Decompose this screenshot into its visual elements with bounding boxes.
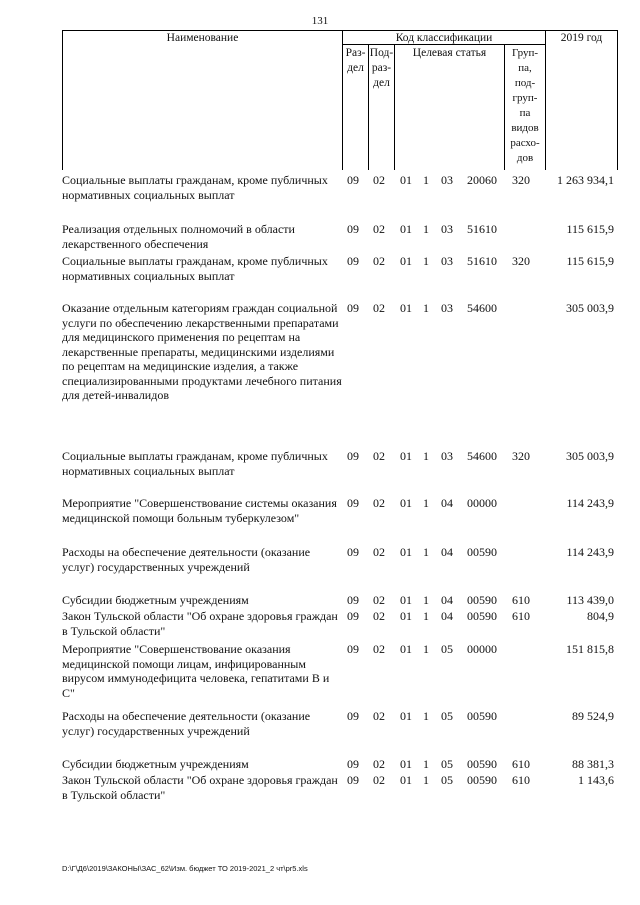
row-code-c2: 1 [423, 301, 429, 315]
row-name: Социальные выплаты гражданам, кроме публичных нормативных социальных выплат [62, 449, 328, 478]
row-code-c4: 20060 [467, 173, 497, 187]
row-code-vr: 320 [512, 173, 530, 187]
row-code-c1: 01 [400, 173, 412, 187]
row-amount: 115 615,9 [566, 254, 614, 268]
row-code-c1: 01 [400, 709, 412, 723]
row-code-rz: 09 [347, 593, 359, 607]
row-amount: 1 263 934,1 [557, 173, 614, 187]
row-code-c2: 1 [423, 609, 429, 623]
row-amount: 1 143,6 [578, 773, 614, 787]
row-code-pr: 02 [373, 449, 385, 463]
row-code-rz: 09 [347, 449, 359, 463]
header-name: Наименование [166, 32, 239, 44]
row-code-c2: 1 [423, 757, 429, 771]
row-code-rz: 09 [347, 545, 359, 559]
row-name: Реализация отдельных полномочий в области лекарственного обеспечения [62, 222, 295, 251]
row-code-vr: 610 [512, 593, 530, 607]
row-code-c1: 01 [400, 496, 412, 510]
row-code-c1: 01 [400, 609, 412, 623]
row-name: Мероприятие "Совершенствование системы оказания медицинской помощи больным туберкулезом" [62, 496, 337, 525]
row-code-c3: 03 [441, 254, 453, 268]
row-code-rz: 09 [347, 496, 359, 510]
row-code-c2: 1 [423, 773, 429, 787]
row-code-pr: 02 [373, 173, 385, 187]
row-name: Социальные выплаты гражданам, кроме публичных нормативных социальных выплат [62, 254, 328, 283]
row-name: Социальные выплаты гражданам, кроме публичных нормативных социальных выплат [62, 173, 328, 202]
row-code-c3: 04 [441, 609, 453, 623]
row-code-pr: 02 [373, 609, 385, 623]
row-code-rz: 09 [347, 773, 359, 787]
row-amount: 115 615,9 [566, 222, 614, 236]
header-year: 2019 год [560, 32, 603, 44]
row-amount: 804,9 [587, 609, 614, 623]
row-code-rz: 09 [347, 222, 359, 236]
row-name: Расходы на обеспечение деятельности (оказание услуг) государственных учреждений [62, 709, 311, 738]
row-code-c4: 00590 [467, 609, 497, 623]
row-code-c2: 1 [423, 449, 429, 463]
row-code-c1: 01 [400, 545, 412, 559]
row-code-rz: 09 [347, 254, 359, 268]
row-amount: 89 524,9 [572, 709, 614, 723]
row-code-c3: 03 [441, 173, 453, 187]
row-code-rz: 09 [347, 173, 359, 187]
row-code-pr: 02 [373, 254, 385, 268]
row-code-c4: 00590 [467, 593, 497, 607]
row-amount: 114 243,9 [566, 545, 614, 559]
header-code: Код классификации [395, 32, 493, 44]
row-code-c3: 05 [441, 709, 453, 723]
row-code-c1: 01 [400, 301, 412, 315]
row-amount: 114 243,9 [566, 496, 614, 510]
row-amount: 88 381,3 [572, 757, 614, 771]
row-name: Субсидии бюджетным учреждениям [62, 757, 249, 771]
row-code-pr: 02 [373, 496, 385, 510]
row-code-c3: 05 [441, 642, 453, 656]
row-code-c1: 01 [400, 449, 412, 463]
row-code-rz: 09 [347, 757, 359, 771]
row-code-c4: 00000 [467, 496, 497, 510]
row-code-pr: 02 [373, 709, 385, 723]
header-target: Целевая статья [412, 47, 487, 59]
row-code-vr: 610 [512, 773, 530, 787]
row-code-pr: 02 [373, 301, 385, 315]
row-code-vr: 320 [512, 449, 530, 463]
row-code-c4: 54600 [467, 449, 497, 463]
row-amount: 305 003,9 [566, 449, 614, 463]
header-podrazdel: Под- раз- дел [369, 47, 394, 89]
row-code-pr: 02 [373, 593, 385, 607]
row-code-c3: 04 [441, 593, 453, 607]
row-code-pr: 02 [373, 757, 385, 771]
row-code-rz: 09 [347, 642, 359, 656]
header-group: Груп- па, под- груп- па видов расхо- дов [510, 47, 540, 164]
row-code-c4: 54600 [467, 301, 497, 315]
header-razdel: Раз- дел [345, 47, 366, 74]
row-code-c4: 00590 [467, 757, 497, 771]
row-code-c3: 03 [441, 301, 453, 315]
row-code-c2: 1 [423, 642, 429, 656]
row-code-c3: 03 [441, 222, 453, 236]
file-path-footer: D:\Г\Д6\2019\ЗАКОНЫ\ЗАС_62\Изм. бюджет ТО 2019-2021_2 чт\pr5.xls [62, 864, 308, 873]
row-code-pr: 02 [373, 545, 385, 559]
row-name: Оказание отдельным категориям граждан социальной услуги по обеспечению лекарственными препаратами для медицинского применения по рецептам на лекарственные препараты, медицинскими изделиями по рецептам на медицинские изделия, а также специализированными продуктами лечебного питания для детей-инвалидов [62, 301, 342, 402]
row-code-pr: 02 [373, 642, 385, 656]
row-code-c3: 03 [441, 449, 453, 463]
row-code-c2: 1 [423, 709, 429, 723]
row-code-c3: 05 [441, 773, 453, 787]
row-code-rz: 09 [347, 709, 359, 723]
row-code-c4: 00590 [467, 545, 497, 559]
row-code-c4: 00000 [467, 642, 497, 656]
row-code-c1: 01 [400, 593, 412, 607]
row-code-c1: 01 [400, 642, 412, 656]
row-code-c2: 1 [423, 222, 429, 236]
row-code-c4: 51610 [467, 254, 497, 268]
page-number: 131 [311, 15, 329, 27]
row-code-c2: 1 [423, 254, 429, 268]
row-code-c1: 01 [400, 773, 412, 787]
row-amount: 151 815,8 [566, 642, 614, 656]
row-amount: 305 003,9 [566, 301, 614, 315]
row-code-c2: 1 [423, 496, 429, 510]
row-code-rz: 09 [347, 301, 359, 315]
row-code-c1: 01 [400, 757, 412, 771]
row-code-c4: 00590 [467, 709, 497, 723]
row-code-c1: 01 [400, 254, 412, 268]
row-name: Закон Тульской области "Об охране здоровья граждан в Тульской области" [62, 609, 338, 638]
row-name: Расходы на обеспечение деятельности (оказание услуг) государственных учреждений [62, 545, 311, 574]
row-code-c4: 51610 [467, 222, 497, 236]
row-amount: 113 439,0 [566, 593, 614, 607]
row-code-rz: 09 [347, 609, 359, 623]
row-code-vr: 610 [512, 757, 530, 771]
row-code-pr: 02 [373, 222, 385, 236]
row-code-c3: 04 [441, 496, 453, 510]
row-code-pr: 02 [373, 773, 385, 787]
row-code-c2: 1 [423, 545, 429, 559]
row-code-vr: 610 [512, 609, 530, 623]
row-code-c4: 00590 [467, 773, 497, 787]
row-code-c3: 04 [441, 545, 453, 559]
row-code-c1: 01 [400, 222, 412, 236]
row-name: Закон Тульской области "Об охране здоровья граждан в Тульской области" [62, 773, 338, 802]
row-code-c2: 1 [423, 173, 429, 187]
row-name: Мероприятие "Совершенствование оказания медицинской помощи лицам, инфицированным вирусом иммунодефицита человека, гепатитами В и С" [62, 642, 330, 700]
row-code-vr: 320 [512, 254, 530, 268]
row-name: Субсидии бюджетным учреждениям [62, 593, 249, 607]
row-code-c2: 1 [423, 593, 429, 607]
row-code-c3: 05 [441, 757, 453, 771]
